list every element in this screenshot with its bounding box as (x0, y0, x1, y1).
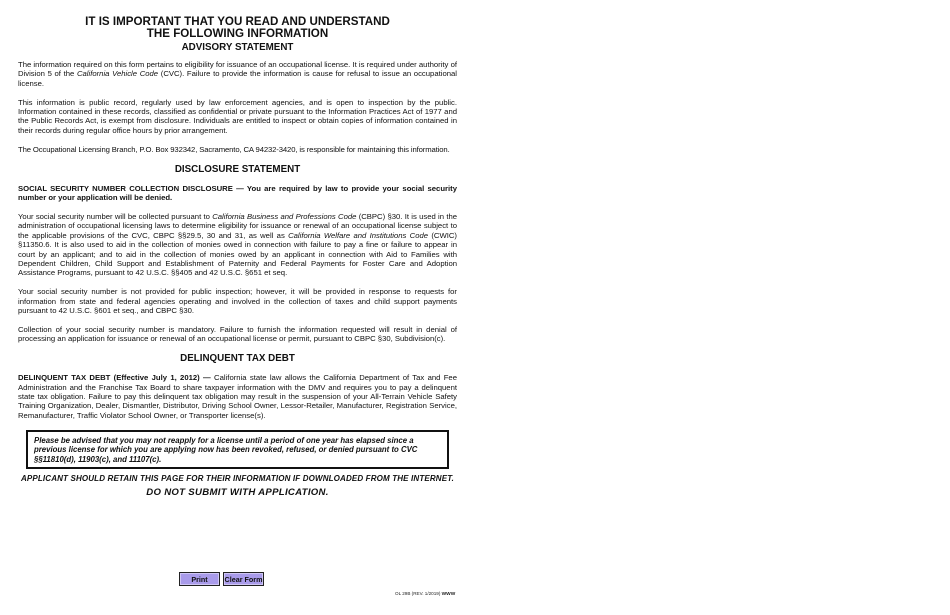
ssn-disclosure: SOCIAL SECURITY NUMBER COLLECTION DISCLOSURE — You are required by law to provide your social security number or your application will be denied. (18, 183, 457, 202)
do-not-submit-notice: DO NOT SUBMIT WITH APPLICATION. (146, 487, 329, 498)
disclosure-paragraph-3: Collection of your social security number is mandatory. Failure to furnish the information requested will result in denial of processing an application for issuance or renewal of an occupational license or permit, pursuant to CBPC §30, Subdivision(c). (18, 324, 457, 344)
document-page (18, 12, 457, 498)
advisory-heading: ADVISORY STATEMENT (181, 41, 294, 53)
retain-page-notice: APPLICANT SHOULD RETAIN THIS PAGE FOR THEIR INFORMATION IF DOWNLOADED FROM THE INTERNET. (20, 474, 455, 483)
main-heading-line1: IT IS IMPORTANT THAT YOU READ AND UNDERSTAND (85, 15, 390, 28)
advisory-paragraph-1: The information required on this form pertains to eligibility for issuance of an occupational license. It is required under authority of Division 5 of the California Vehicle Code (CVC). Failure to provide the information is cause for refusal to issue an occupational license. (18, 59, 457, 88)
delinquent-tax-heading: DELINQUENT TAX DEBT (180, 353, 295, 365)
advisory-paragraph-2: This information is public record, regularly used by law enforcement agencies, and is open to inspection by the public. Information contained in these records, classified as confidential or private pursuant to the Information Practices Act of 1977 and the Public Records Act, is exempt from disclosure. Individuals are entitled to inspect or obtain copies of information contained in their records during regular office hours by prior arrangement. (18, 97, 457, 135)
main-heading-line2: THE FOLLOWING INFORMATION (146, 27, 329, 41)
clear-form-button[interactable]: Clear Form (223, 572, 264, 586)
print-button[interactable]: Print (179, 572, 220, 586)
reapply-notice-box: Please be advised that you may not reapply for a license until a period of one year has elapsed since a previous license for which you are applying now has been revoked, refused, or denied pursuant to CVC §§11810(d), 11903(c), and 11107(c). (26, 430, 449, 469)
disclosure-paragraph-2: Your social security number is not provided for public inspection; however, it will be provided in response to requests for information from state and federal agencies operating and involved in the collection of taxes and child support payments pursuant to 42 U.S.C. §601 et seq., and CBPC §30. (18, 287, 457, 316)
advisory-paragraph-3: The Occupational Licensing Branch, P.O. Box 932342, Sacramento, CA 94232-3420, is responsible for maintaining this information. (18, 144, 450, 154)
delinquent-tax-paragraph: DELINQUENT TAX DEBT (Effective July 1, 2012) — California state law allows the California Department of Tax and Fee Administration and the Franchise Tax Board to share taxpayer information with the DMV and requires you to pay a delinquent state tax obligation. Failure to pay this delinquent tax obligation may result in the suspension of your All-Terrain Vehicle Safety Training Organization, Dealer, Dismantler, Distributor, Driving School Owner, Lessor-Retailer, Manufacturer, Registration Service, Remanufacturer, Traffic Violator School Owner, or Transporter license(s). (18, 373, 457, 420)
disclosure-paragraph-1: Your social security number will be collected pursuant to California Business and Professions Code (CBPC) §30. It is used in the administration of occupational licensing laws to determine eligibility for issuance or renewal of an occupational license subject to the applicable provisions of the CVC, CBPC §§29.5, 30 and 31, as well as California Welfare and Institutions Code (CWIC) §11350.6. It is also used to aid in the collection of monies owed in connection with failure to pay a fine or failure to appear in court by an applicant; and to aid in the collection of monies owed by an applicant in connection with Aid to Families with Dependent Children, Child Support and Establishment of Paternity and Federal Payments for Foster Care and Adoption Assistance Programs, pursuant to 42 U.S.C. §§405 and 42 U.S.C. §651 et seq. (18, 211, 458, 278)
disclosure-heading: DISCLOSURE STATEMENT (174, 163, 301, 175)
main-heading (18, 16, 457, 41)
form-number: OL 29B (REV. 1/2019) WWW (395, 591, 456, 597)
